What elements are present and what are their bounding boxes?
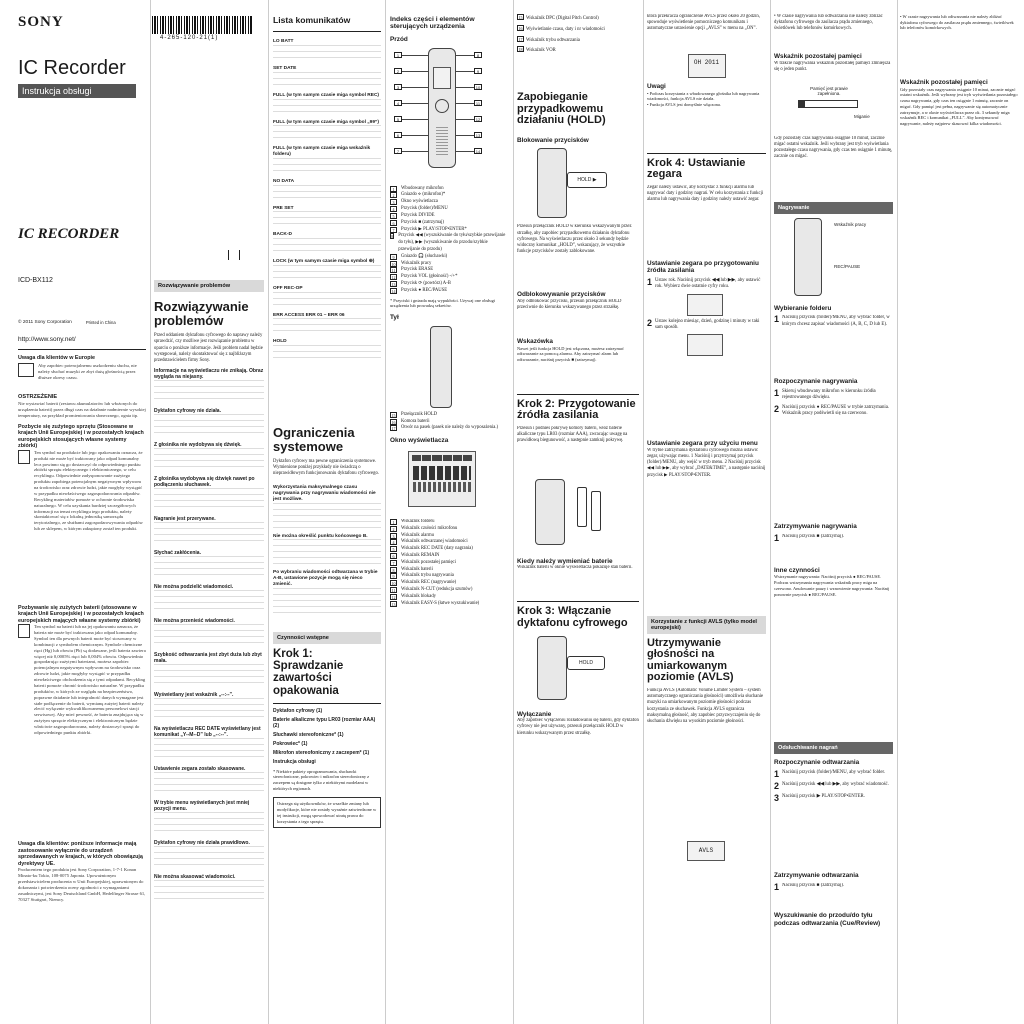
memory-bar	[798, 100, 858, 108]
brand-logo: SONY	[18, 14, 64, 30]
message-item: NO DATA	[273, 178, 295, 184]
limit-item: Po wybraniu wiadomości odtwarzana w trybie A-B, ustawione pozycje mogą się nieco zmienić.	[273, 570, 378, 587]
callout-line	[402, 87, 428, 88]
part-label: Przycisk ▶ PLAY/STOP•ENTER*	[401, 226, 467, 232]
limit-item-body	[273, 588, 381, 614]
troubleshoot-item-body	[154, 880, 264, 904]
other-ops-heading: Inne czynności	[774, 566, 820, 574]
part-label: Przycisk ◀◀ (wyszukiwanie do tyłu/szybkie przewijanie do tyłu), ▶▶ (wyszukiwanie do przodu/szybkie przewijanie do przodu)	[398, 233, 506, 252]
caution-box: Ostrzega się użytkowników, że wszelkie zmiany lub modyfikacje, które nie zostały wyraźnie zatwierdzone w tej instrukcji, mogą spowodować utratę prawa do korzystania z tego sprzętu.	[273, 797, 381, 828]
message-item-body	[273, 158, 381, 176]
troubleshoot-item: Dyktafon cyfrowy nie działa prawidłowo.	[154, 840, 250, 847]
part-item	[390, 412, 509, 419]
callout-marker: 2	[394, 68, 402, 74]
avls-lcd: OH 2011	[688, 54, 726, 78]
clock-steps: 1 Ustaw rok. Naciśnij przycisk ◀◀ lub ▶▶, aby ustawić rok. Wybierz dwie ostatnie cyfry roku. 2 Ustaw kolejno miesiąc, dzień, godzinę i minuty w taki sam sposób.	[647, 275, 766, 435]
troubleshoot-item-body	[154, 738, 264, 762]
part-label: Wskaźnik pozostałej pamięci	[401, 559, 456, 565]
recorder-buttons	[435, 99, 449, 113]
troubleshoot-intro: Przed oddaniem dyktafonu cyfrowego do naprawy należy sprawdzić, czy możliwe jest rozwiązanie problemu w oparciu o poniższe informacje. Jeśli problem nadal będzie występował, należy skontaktować się z najbliższym przedstawicielem firmy Sony.	[154, 333, 263, 364]
model-number: ICD-BX112	[18, 277, 53, 284]
recorder-speaker	[436, 127, 448, 155]
part-item	[390, 425, 509, 432]
part-number: 4	[390, 206, 397, 212]
part-number: 6	[390, 220, 397, 226]
message-item-body	[273, 238, 381, 256]
callout-line	[402, 119, 428, 120]
recorder-back	[430, 326, 452, 408]
index-title: Indeks części i elementów sterujących urządzenia	[390, 16, 475, 31]
package-list	[273, 708, 381, 765]
step3-title: Krok 3: Włączanie dyktafonu cyfrowego	[517, 605, 628, 630]
part-item	[390, 233, 509, 253]
rec-stop-heading: Zatrzymywanie nagrywania	[774, 523, 857, 531]
record-bar: Nagrywanie	[774, 202, 893, 214]
step1-title: Krok 1: Sprawdzanie zawartości opakowania	[273, 648, 344, 697]
folder-select-heading: Wybieranie folderu	[774, 304, 832, 312]
troubleshoot-item-body	[154, 590, 264, 614]
part-number: 9	[390, 573, 397, 579]
troubleshoot-item-body	[154, 698, 264, 722]
part-item	[390, 288, 509, 295]
troubleshoot-item-body	[154, 772, 264, 796]
package-item: Baterie alkaliczne typu LR03 (rozmiar AAA) (2)	[273, 716, 376, 729]
troubleshoot-item: Nie można skasować wiadomości.	[154, 874, 236, 881]
play-stop-heading: Zatrzymywanie odtwarzania	[774, 872, 859, 880]
part-label: Wskaźnik REC (nagrywanie)	[401, 580, 457, 586]
part-label: Komora baterii	[401, 418, 430, 424]
part-item	[390, 553, 509, 560]
parts-note: * Przyciski i gniazda mają wypukłości. Używaj one obsługi urządzenia lub prowadzą sekretów.	[390, 297, 495, 309]
parts-column	[390, 0, 509, 1024]
message-item: ERR ACCESS ERR 01 – ERR 06	[273, 312, 345, 318]
eu-text: Aby zapobiec potencjalnemu uszkodzeniu słuchu, nie należy słuchać muzyki ze zbyt dużą głośnością przez dłuższe okresy czasu.	[18, 363, 146, 389]
part-number: 8	[391, 234, 394, 240]
part-number: 12	[391, 275, 396, 281]
recorder-front	[428, 48, 456, 168]
fold-marks	[228, 250, 240, 260]
part-label: Otwór na pasek (pasek nie należy do wyposażenia.)	[401, 425, 499, 431]
part-label: Wskaźnik folderu	[401, 518, 435, 524]
display-items-list	[390, 519, 509, 879]
troubleshoot-item-body	[154, 488, 264, 512]
callout-line	[402, 135, 428, 136]
troubleshoot-bar: Rozwiązywanie problemów	[154, 280, 264, 292]
eu-heading: Uwaga dla klientów w Europie	[18, 355, 95, 361]
battery-2	[591, 491, 601, 531]
troubleshoot-item: Informacje na wyświetlaczu nie znikają. Obraz wygląda na niejasny.	[154, 368, 264, 381]
part-label: Wskaźnik EASY-S (łatwe wyszukiwanie)	[401, 600, 480, 606]
part-number: 13	[391, 282, 396, 287]
hold-slider: HOLD ▶	[567, 172, 607, 188]
part-label: Wskaźnik pracy	[401, 260, 432, 266]
message-item-body	[273, 45, 381, 63]
device-front-illustration	[390, 48, 509, 178]
part-number: 5	[390, 546, 397, 552]
barcode	[152, 16, 252, 34]
record-button-label: REC/PAUSE	[834, 263, 861, 269]
callout-marker: 8	[474, 52, 482, 58]
hold-title: Zapobieganie przypadkowemu działaniu (HOLD)	[517, 91, 606, 127]
battery-bin-icon	[18, 624, 30, 638]
package-note: * Niektóre pakiety oprogramowania, słuchawki stereofoniczne, pokrowiec i mikrofon stereofoniczny z zaczepem są dostępne tylko z niektórymi modelami w niektórych regionach.	[273, 768, 370, 791]
part-item	[390, 206, 509, 213]
display-illustration	[390, 447, 509, 519]
part-item	[390, 560, 509, 567]
memory-heading: Wskaźnik pozostałej pamięci	[774, 53, 862, 60]
part-item	[390, 546, 509, 553]
website-url: http://www.sony.net/	[18, 336, 76, 343]
messages-column	[273, 0, 381, 1024]
callout-marker: 1	[394, 52, 402, 58]
clock-set-heading: Ustawianie zegara po przygotowaniu źródła zasilania	[647, 259, 759, 275]
message-item-body	[273, 211, 381, 229]
troubleshoot-list	[154, 368, 264, 904]
part-number: 12	[391, 594, 396, 600]
message-item: FULL (w tym samym czasie miga wskaźnik folderu)	[273, 146, 371, 158]
part-item	[390, 267, 509, 274]
avls-notes-label: Uwagi	[647, 83, 666, 90]
message-item-body	[273, 72, 381, 90]
part-item	[390, 601, 509, 608]
display-label: Okno wyświetlacza	[390, 437, 449, 445]
troubleshoot-item: Dyktafon cyfrowy nie działa.	[154, 408, 221, 415]
callout-line	[456, 103, 474, 104]
part-label: Wskaźnik trybu nagrywania	[401, 573, 454, 579]
message-item: HOLD	[273, 339, 287, 345]
troubleshoot-item-body	[154, 812, 264, 836]
callout-marker: 6	[394, 132, 402, 138]
troubleshoot-item-body	[154, 522, 264, 546]
part-number: 1	[390, 519, 397, 525]
part-label: Gniazdo 🎧 (słuchawki)	[401, 253, 448, 259]
message-item-body	[273, 345, 381, 363]
message-item: PRE SET	[273, 205, 294, 211]
part-item	[390, 567, 509, 574]
battery-illustration	[517, 473, 639, 553]
part-number: 7	[390, 227, 397, 233]
part-item	[390, 213, 509, 220]
message-item-body	[273, 265, 381, 283]
part-number: 14	[391, 288, 396, 294]
back-parts-list	[390, 412, 509, 432]
step4-title: Krok 4: Ustawianie zegara	[647, 156, 746, 181]
troubleshoot-item: Słychać zakłócenia.	[154, 550, 201, 557]
callout-line	[456, 87, 474, 88]
play-bar: Odsłuchiwanie nagrań	[774, 742, 893, 754]
clock-menu-heading: Ustawianie zegara przy użyciu menu	[647, 440, 758, 448]
part-label: Wbudowany mikrofon	[401, 185, 444, 191]
part-label: Wskaźnik alarmu	[401, 532, 434, 538]
troubleshoot-item: Nagranie jest przerywane.	[154, 516, 216, 523]
printed-in: Printed in China	[85, 320, 116, 325]
part-number: 9	[390, 254, 397, 260]
part-item	[390, 220, 509, 227]
part-label: Przycisk VOL (głośność) -/+*	[401, 274, 458, 280]
clock-avls-column: która przekracza ograniczenie AVLS przez około 20 godzin, spowoduje wyświetlenie pomocniczego komunikatu i automatyczne ustawienie opcji „AVLS” w menu na „ON”. OH 2011 Uwagi • Podczas korzystania z wbudowanego głośnika lub nagrywania wiadomości, funkcja AVLS nie działa. • Funkcja AVLS jest domyślnie włączona. Krok 4: Ustawianie zegara Zegar należy ustawić, aby korzystać z funkcji alarmu lub nagrywać daty i godziny nagrań. W celu korzystania z funkcji alarmu lub nagrywania daty i godziny należy ustawić zegar. Ustawianie zegara po przygotowaniu źródła zasilania 1 Ustaw rok. Naciśnij przycisk ◀◀ lub ▶▶, aby ustawić rok. Wybierz dwie ostatnie cyfry roku. 2 Ustaw kolejno miesiąc, dzień, godzinę i minuty w taki sam sposób. Ustawianie zegara przy użyciu menu W trybie zatrzymania dyktafonu cyfrowego można ustawić zegar, używając menu. 1 Naciśnij i przytrzymaj przycisk (folder)/MENU, aby wejść w tryb menu. 2 Naciśnij przycisk ◀◀ lub ▶▶, aby wybrać „DATE&TIME”, a następnie naciśnij przycisk ▶ PLAY/STOP•ENTER. Korzystanie z funkcji AVLS (tylko model europejski) Utrzymywanie głośności na umiarkowanym poziomie (AVLS) Funkcja AVLS (Automatic Volume Limiter System – system automatycznego ograniczania głośności) umożliwia słuchanie muzyki na umiarkowanym poziomie głośności podczas korzystania ze słuchawek. Funkcja AVLS ogranicza maksymalną głośność, aby zapobiec przyzwyczajeniu się do słuchania dźwięku na wysokim poziomie głośności. AVLS	[647, 0, 766, 1024]
message-item: LOCK (w tym samym czasie miga symbol ⊕)	[273, 259, 375, 265]
part-item	[390, 573, 509, 580]
battery-disposal-heading: Pozbywanie się zużytych baterii (stosowane w krajach Unii Europejskiej i w pozostałych krajach europejskich mających własne systemy zbiórki)	[18, 604, 144, 624]
troubleshoot-item: Z głośnika nie wydobywa się dźwięk.	[154, 442, 242, 449]
callout-line	[402, 71, 428, 72]
display-panel	[408, 451, 476, 507]
eu-directive-heading: Uwaga dla klientów: poniższe informacje mają zastosowanie wyłącznie do urządzeń sprzedawanych w krajach, w których obowiązują dyrektywy UE.	[18, 841, 143, 867]
part-number: 3	[390, 199, 397, 205]
eu-noise-icon	[18, 363, 34, 377]
troubleshoot-item-body	[154, 664, 264, 688]
part-number: 3	[390, 533, 397, 539]
avls-display: AVLS	[687, 841, 725, 861]
limits-intro: Dyktafon cyfrowy ma pewne ograniczenia systemowe. Wymienione poniżej przykłady nie świadczą o nieprawidłowym funkcjonowaniu dyktafonu cyfrowego.	[273, 458, 379, 477]
callout-marker: 12	[475, 116, 481, 122]
part-label: Wskaźnik REMAIN	[401, 552, 440, 558]
parts-list	[390, 186, 509, 295]
troubleshoot-item-body	[154, 448, 264, 472]
troubleshoot-item: W trybie menu wyświetlanych jest mniej pozycji menu.	[154, 800, 250, 813]
part-label: Przycisk (folder)/MENU	[401, 206, 448, 212]
memory-flash: Miganie	[854, 113, 870, 119]
package-item: Pokrowiec* (1)	[273, 740, 308, 747]
message-item: BACK-D	[273, 232, 292, 238]
part-number: 15	[391, 412, 396, 418]
rec-start-heading: Rozpoczynanie nagrywania	[774, 378, 858, 386]
limit-item: Nie można określić punktu końcowego B.	[273, 533, 368, 539]
callout-marker: 11	[475, 100, 481, 106]
battery-time-heading: Kiedy należy wymieniać baterie	[517, 557, 613, 565]
step2-title: Krok 2: Przygotowanie źródła zasilania	[517, 397, 636, 422]
device-back-illustration	[390, 322, 509, 412]
troubleshoot-item-body	[154, 624, 264, 648]
part-number: 17	[391, 426, 396, 432]
message-item: FULL (w tym samym czasie miga symbol REC)	[273, 92, 380, 98]
hold-power-column: 15 Wskaźnik DPC (Digital Pitch Control) 16 Wyświetlanie czasu, daty i nr wiadomości 17 Wskaźnik trybu odtwarzania 18 Wskaźnik VOR Zapobieganie przypadkowemu działaniu (HOLD) Blokowanie przycisków HOLD ▶ Przesuń przełącznik HOLD w kierunku wskazywanym przez strzałkę, aby zapobiec przypadkowemu działaniu dyktafonu cyfrowego. Na wyświetlaczu przez około 3 sekundy będzie widoczny komunikat „HOLD”, wskazujący, że wszystkie funkcje przycisków zostały zablokowane. Odblokowywanie przycisków Aby odblokować przyciski, przesuń przełącznik HOLD przeciwnie do kierunku wskazywanego przez strzałkę. Wskazówka Nawet jeśli funkcja HOLD jest włączona, możesz zatrzymać odtwarzanie za pomocą alarmu. Aby zatrzymać alarm lub odtwarzanie, naciśnij przycisk ■ (zatrzymaj). Krok 2: Przygotowanie źródła zasilania Przesuń i podnieś pokrywę komory baterii, włóż baterie alkaliczne typu LR03 (rozmiar AAA), zwracając uwagę na prawidłową biegunowość, a następnie zamknij pokrywę. Kiedy należy wymieniać baterie Wskaźnik baterii w oknie wyświetlacza pokazuje stan baterii. Krok 3: Włączanie dyktafonu cyfrowego HOLD Wyłączanie Aby zapobiec wyłączeniu rozładowaniu się baterii, gdy dyktafon cyfrowy nie jest używany, przesuń przełącznik HOLD w kierunku wskazywanym przez strzałkę.	[517, 15, 639, 736]
package-item: Mikrofon stereofoniczny z zaczepem* (1)	[273, 749, 370, 756]
recorder-screen	[433, 67, 451, 89]
troubleshoot-item: Nie można przenieść wiadomości.	[154, 618, 235, 625]
troubleshoot-title: Rozwiązywanie problemów	[154, 299, 249, 328]
message-item: SET DATE	[273, 66, 297, 72]
back-label: Tył	[390, 314, 399, 322]
hold-switch-illustration	[517, 148, 639, 224]
front-label: Przód	[390, 35, 408, 43]
part-item	[390, 192, 509, 199]
part-number: 11	[391, 588, 396, 593]
part-item	[390, 261, 509, 268]
part-label: Wskaźnik odtwarzanej wiadomości	[401, 539, 468, 545]
message-item-body	[273, 99, 381, 117]
package-item: Słuchawki stereofoniczne* (1)	[273, 731, 344, 738]
part-label: Wskaźnik N-CUT (redukcja szumów)	[401, 587, 473, 592]
callout-marker: 10	[475, 84, 481, 90]
troubleshoot-item: Nie można podzielić wiadomości.	[154, 584, 234, 591]
subtitle-bar: Instrukcja obsługi	[18, 84, 136, 98]
callout-marker: 3	[394, 84, 402, 90]
part-item	[390, 539, 509, 546]
copyright: © 2011 Sony Corporation	[18, 320, 72, 325]
page-title: IC Recorder	[18, 57, 126, 79]
part-label: Gniazdo ⟡ (mikrofon)*	[401, 192, 446, 198]
part-number: 10	[391, 581, 396, 587]
message-item-body	[273, 185, 381, 203]
message-item-body	[273, 125, 381, 143]
part-item	[390, 519, 509, 526]
troubleshoot-item: Ustawienie zegara zostało skasowane.	[154, 766, 246, 773]
getting-started-bar: Czynności wstępne	[273, 632, 381, 644]
memory-graphic	[774, 86, 893, 136]
record-column: • W czasie nagrywania lub odtwarzania nie należy zbliżać dyktafonu cyfrowego do zasilacza prądu zmiennego, świetlówek lub telefonów komórkowych. Wskaźnik pozostałej pamięci W trakcie nagrywania wskaźnik pozostałej pamięci zmniejsza się o jeden punkt. Pamięć jest prawie zapełniona. Miganie Gdy pozostały czas nagrywania osiągnie 10 minut, zacznie migać ostatni wskaźnik. Jeśli wybrany jest tryb wyświetlania pozostałego czasu nagrywania, gdy czas ten osiągnie 1 minutę, zacznie on migać. Nagrywanie Wskaźnik pracy REC/PAUSE Wybieranie folderu 1 Naciśnij przycisk (folder)/MENU, aby wybrać folder, w którym chcesz zapisać wiadomości (A, B, C, D lub E). Rozpoczynanie nagrywania 1 Skieruj wbudowany mikrofon w kierunku źródła rejestrowanego dźwięku. 2 Naciśnij przycisk ● REC/PAUSE w trybie zatrzymania. Wskaźnik pracy podświetli się na czerwono. Zatrzymywanie nagrywania 1 Naciśnij przycisk ■ (zatrzymaj). Inne czynności Wstrzymanie nagrywania: Naciśnij przycisk ● REC/PAUSE. Podczas wstrzymania nagrywania wskaźnik pracy miga na czerwono. Anulowanie pauzy i wznowienie nagrywania: Naciśnij ponownie przycisk ● REC/PAUSE. Odsłuchiwanie nagrań Rozpoczynanie odtwarzania 1 Naciśnij przycisk (folder)/MENU, aby wybrać folder. 2 Naciśnij przycisk ◀◀ lub ▶▶, aby wybrać wiadomość. 3 Naciśnij przycisk ▶ PLAY/STOP•ENTER. Zatrzymywanie odtwarzania 1 Naciśnij przycisk ■ (zatrzymaj). Wyszukiwanie do przodu/do tyłu podczas odtwarzania (Cue/Review)	[774, 14, 893, 927]
part-item	[390, 587, 509, 594]
part-item	[390, 594, 509, 601]
part-number: 7	[390, 560, 397, 566]
part-label: Przycisk ⟳ (powtórz) A-B	[401, 281, 451, 286]
callout-line	[456, 119, 474, 120]
warning-heading: OSTRZEŻENIE	[18, 394, 58, 401]
part-item	[390, 281, 509, 288]
part-item	[390, 580, 509, 587]
part-label: Okno wyświetlacza	[401, 199, 438, 205]
messages-title: Lista komunikatów	[273, 15, 351, 25]
callout-line	[456, 71, 474, 72]
memory-alert: Pamięć jest prawie zapełniona.	[810, 85, 848, 96]
part-number: 8	[390, 567, 397, 573]
limit-item-body	[273, 503, 381, 529]
record-indicator-label: Wskaźnik pracy	[834, 221, 867, 227]
callout-line	[402, 151, 428, 152]
callout-line	[456, 135, 474, 136]
messages-list	[273, 36, 381, 416]
part-label: Przycisk ERASE	[401, 267, 434, 273]
part-number: 11	[391, 268, 396, 274]
package-item: Dyktafon cyfrowy (1)	[273, 707, 323, 714]
callout-line	[402, 55, 428, 56]
part-item	[390, 254, 509, 261]
part-label: Przycisk DIVIDE	[401, 212, 435, 218]
part-item	[390, 274, 509, 281]
message-item: FULL (w tym samym czasie miga symbol „99”)	[273, 119, 380, 125]
recycle-bin-icon	[18, 450, 30, 464]
message-item: LO BATT	[273, 39, 294, 45]
record-illustration	[774, 218, 893, 300]
part-label: Przycisk ■ (zatrzymaj)	[401, 219, 444, 225]
hold-tip-label: Wskazówka	[517, 338, 553, 346]
part-item	[390, 186, 509, 193]
barcode-number: 4-265-120-21(1)	[160, 35, 219, 41]
part-number: 2	[390, 526, 397, 532]
troubleshoot-item-body	[154, 556, 264, 580]
limit-item-body	[273, 539, 381, 565]
part-label: Przełącznik HOLD	[401, 411, 438, 417]
message-item-body	[273, 318, 381, 336]
switch-off-heading: Wyłączanie	[517, 710, 552, 718]
part-item	[390, 533, 509, 540]
callout-marker: 13	[475, 132, 481, 138]
part-item	[390, 419, 509, 426]
product-logo: IC RECORDER	[18, 226, 120, 242]
disposal-heading: Pozbycie się zużytego sprzętu (Stosowane w krajach Unii Europejskiej i w pozostałych krajach europejskich stosujących własne systemy zbiórki)	[18, 423, 144, 450]
part-number: 5	[390, 213, 397, 219]
battery-1	[577, 487, 587, 527]
part-label: Wskaźnik blokady	[401, 593, 437, 599]
callout-marker: 14	[475, 148, 481, 154]
power-illustration: HOLD	[517, 636, 639, 706]
message-item: OFF REC-OP	[273, 285, 303, 291]
troubleshoot-item: Na wyświetlaczu REC DATE wyświetlany jest komunikat „Y--M--D” lub „--:--”.	[154, 726, 261, 739]
callout-line	[456, 55, 474, 56]
continued-list: 15 Wskaźnik DPC (Digital Pitch Control) 16 Wyświetlanie czasu, daty i nr wiadomości 17 Wskaźnik trybu odtwarzania 18 Wskaźnik VOR	[518, 15, 605, 54]
cue-review-heading: Wyszukiwanie do przodu/do tyłu podczas odtwarzania (Cue/Review)	[774, 911, 881, 927]
part-number: 6	[390, 553, 397, 559]
part-item	[390, 526, 509, 533]
part-item	[390, 199, 509, 206]
callout-marker: 4	[394, 100, 402, 106]
troubleshoot-item: Z głośnika wydobywa się dźwięk nawet po podłączeniu słuchawek.	[154, 476, 255, 489]
hold-unlock-heading: Odblokowywanie przycisków	[517, 291, 606, 299]
troubleshooting-column	[154, 280, 264, 1024]
cover-column: SONY IC Recorder Instrukcja obsługi IC RECORDER ICD-BX112 © 2011 Sony Corporation Printed in China http://www.sony.net/ Uwaga dla klientów w Europie Aby zapobiec potencjalnemu uszkodzeniu słuchu, nie należy słuchać muzyki ze zbyt dużą głośnością przez dłuższe okresy czasu. OSTRZEŻENIE Nie wystawiać baterii (zestawu akumulatorów lub włożonych do urządzenia baterii) przez długi czas na działanie nadmiernie wysokiej temperatury, na przykład promieniowania słonecznego, ognia itp. Pozbycie się zużytego sprzętu (Stosowane w krajach Unii Europejskiej i w pozostałych krajach europejskich stosujących własne systemy zbiórki) Ten symbol na produkcie lub jego opakowaniu oznacza, że produkt nie może być traktowany jako odpad komunalny lecz powinno się go dostarczyć do odpowiedniego punktu zbiórki sprzętu elektrycznego i elektronicznego, w celu recyklingu. Odpowiednie zadysponowanie zużytego produktu zapobiega potencjalnym negatywnym wpływom na środowisko oraz zdrowie ludzi, jakie mogłyby wystąpić w przypadku niewłaściwego zagospodarowania odpadów. Recykling materiałów pomoże w ochronie środowiska naturalnego. W celu uzyskania bardziej szczegółowych informacji na temat recyklingu tego produktu, należy skontaktować się z lokalną jednostką samorządu terytorialnego, ze służbami zagospodarowywania odpadów lub ze sklepem, w którym zakupiony został ten produkt. Pozbywanie się zużytych baterii (stosowane w krajach Unii Europejskiej i w pozostałych krajach europejskich mających własne systemy zbiórki) Ten symbol na baterii lub na jej opakowaniu oznacza, że bateria nie może być traktowana jako odpad komunalny. Symbol ten dla pewnych baterii może być stosowany w kombinacji z symbolem chemicznym. Symbole chemiczne rtęci (Hg) lub ołowiu (Pb) są dodawane, jeśli bateria zawiera więcej niż 0,0005% rtęci lub 0,004% ołowiu. Odpowiednio gospodarując zużytymi bateriami, możesz zapobiec potencjalnym negatywnym wpływom na środowisko oraz zdrowie ludzi, jakie mogłyby wystąpić w przypadku niewłaściwego obchodzenia się z tymi odpadami. Recykling baterii pomoże chronić środowisko naturalne. W przypadku produktów, w których ze względu na bezpieczeństwo, poprawne działanie lub integralność danych wymagane jest stałe podłączenie do baterii, wymianę zużytej baterii należy zlecić wyłącznie wykwalifikowanemu personelowi stacji serwisowej. Aby mieć pewność, że bateria znajdująca się w zużytym sprzęcie elektrycznym i elektronicznym będzie właściwie zagospodarowana, należy dostarczyć sprzęt do odpowiedniego punktu zbiórki. Uwaga dla klientów: poniższe informacje mają zastosowanie wyłącznie do urządzeń sprzedawanych w krajach, w których obowiązują dyrektywy UE. Producentem tego produktu jest Sony Corporation, 1-7-1 Konan Minato-ku Tokio, 108-0075 Japonia. Upoważnionym przedstawicielem producenta w Unii Europejskiej, uprawnionym do dokonania i potwierdzenia oceny zgodności z wymaganiami zasadniczymi, jest Sony Deutschland GmbH, Hedelfinger Strasse 61, 70327 Stuttgart, Niemcy.	[18, 14, 146, 902]
part-label: Wskaźnik czułości mikrofonu	[401, 525, 458, 531]
avls-title: Utrzymywanie głośności na umiarkowanym poziomie (AVLS)	[647, 636, 734, 684]
hold-lock-heading: Blokowanie przycisków	[517, 136, 589, 144]
troubleshoot-item-body	[154, 380, 264, 404]
part-number: 1	[390, 186, 397, 192]
part-number: 2	[390, 192, 397, 198]
part-label: Wskaźnik baterii	[401, 566, 433, 572]
callout-marker: 5	[394, 116, 402, 122]
avls-bar: Korzystanie z funkcji AVLS (tylko model europejski)	[647, 616, 766, 634]
troubleshoot-item-body	[154, 846, 264, 870]
part-number: 16	[391, 419, 396, 425]
limits-title: Ograniczenia systemowe	[273, 425, 355, 455]
callout-marker: 9	[474, 68, 482, 74]
part-label: Przycisk ● REC/PAUSE	[401, 287, 448, 293]
troubleshoot-item: Wyświetlany jest wskaźnik „--:--”.	[154, 692, 234, 699]
part-number: 13	[391, 601, 396, 607]
troubleshoot-item: Szybkość odtwarzania jest zbyt duża lub zbyt mała.	[154, 652, 262, 665]
callout-line	[402, 103, 428, 104]
callout-marker: 7	[394, 148, 402, 154]
part-number: 10	[391, 261, 396, 267]
play-start-heading: Rozpoczynanie odtwarzania	[774, 759, 860, 767]
right-edge-column: • W czasie nagrywania lub odtwarzania nie należy zbliżać dyktafonu cyfrowego do zasilacza prądu zmiennego, świetlówek lub telefonów komórkowych. Wskaźnik pozostałej pamięci Gdy pozostały czas nagrywania osiągnie 10 minut, zacznie migać ostatni wskaźnik. Jeśli wybrany jest tryb wyświetlania pozostałego czasu nagrywania, gdy czas ten osiągnie 1 minutę, zacznie on migać. Gdy pamięć jest pełna, nagrywanie się automatycznie zatrzymuje, a w oknie wyświetlacza przez ok. 3 sekundy miga wskaźnik REC i komunikat „FULL”. Aby kontynuować nagrywanie, należy najpierw skasować kilka wiadomości.	[900, 0, 1020, 1024]
callout-line	[456, 151, 474, 152]
part-label: Wskaźnik REC DATE (daty nagrania)	[401, 546, 473, 552]
troubleshoot-item-body	[154, 414, 264, 438]
package-item: Instrukcja obsługi	[273, 758, 316, 765]
message-item-body	[273, 292, 381, 310]
limit-item: Wykorzystania maksymalnego czasu nagrywania przy nagrywaniu wiadomości nie jest możliwe.	[273, 485, 376, 502]
limits-list	[273, 480, 381, 620]
part-number: 4	[390, 539, 397, 545]
memory-heading-repeat: Wskaźnik pozostałej pamięci	[900, 79, 988, 86]
